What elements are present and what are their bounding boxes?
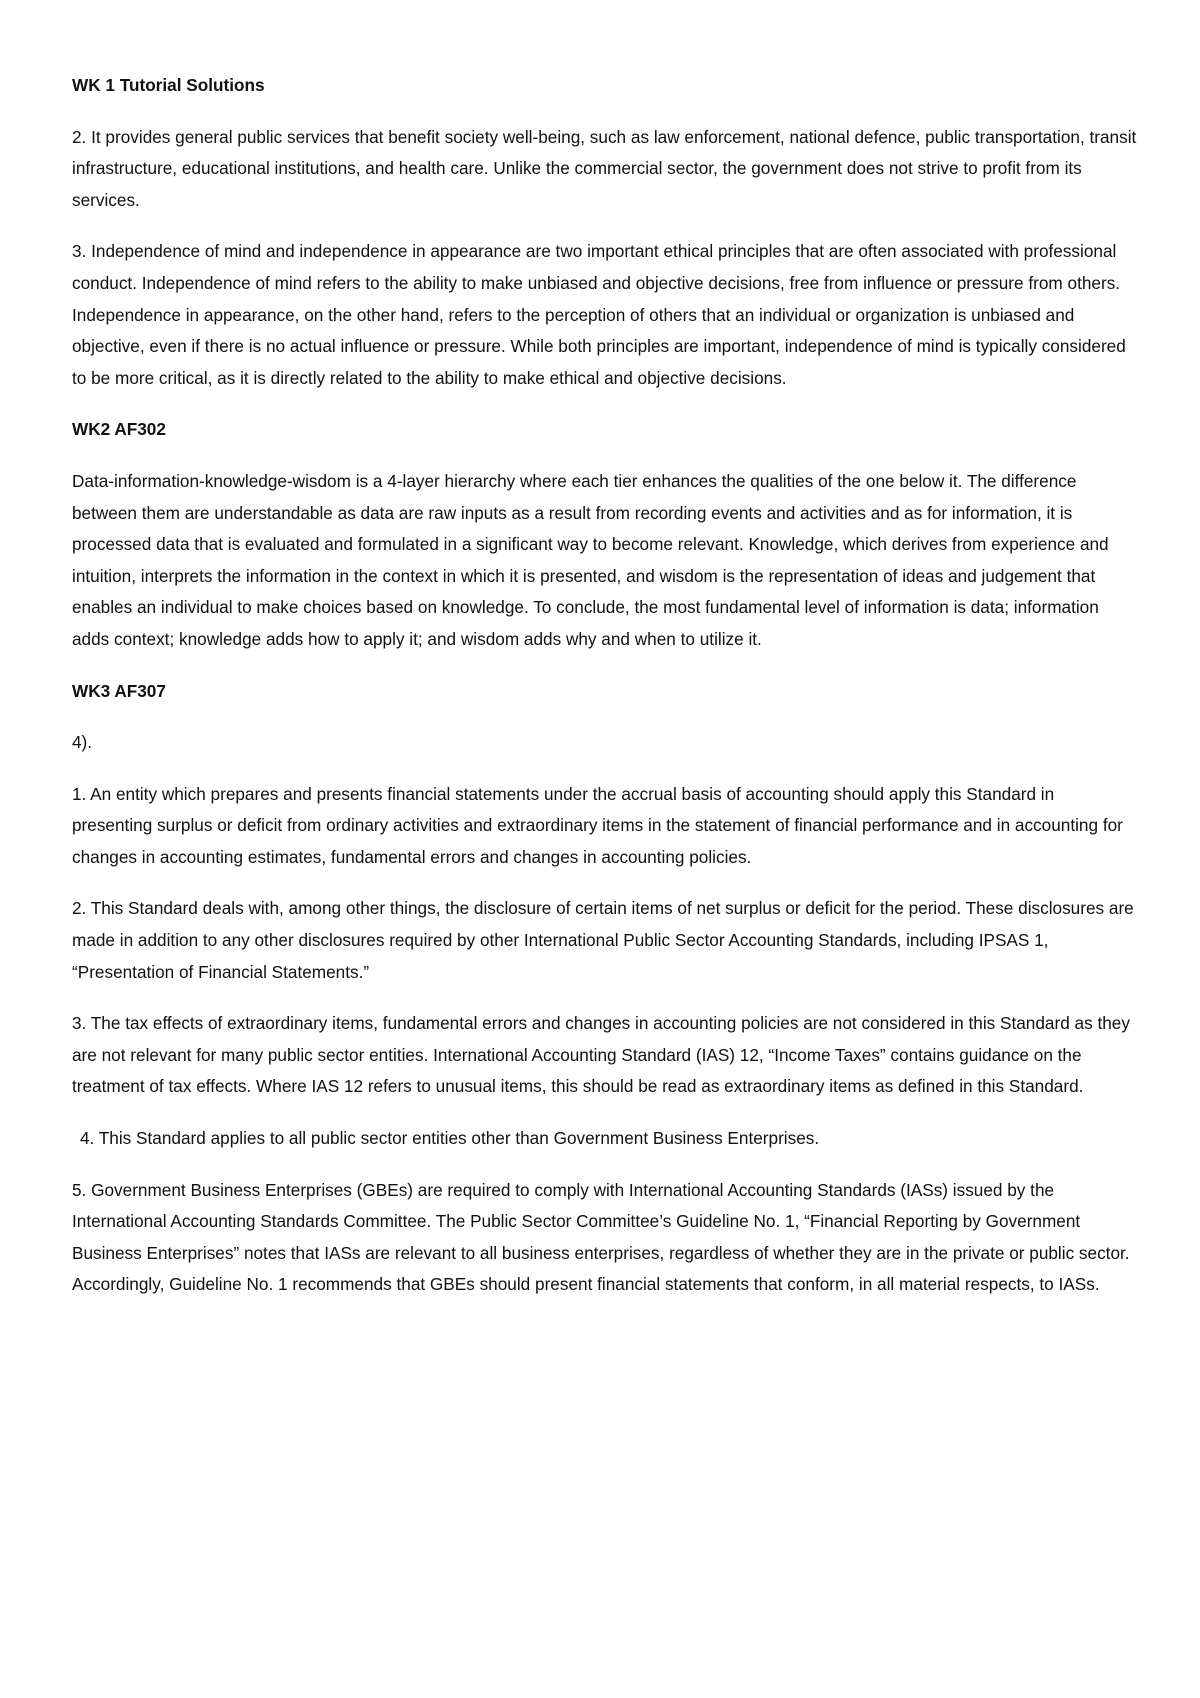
paragraph-wk3-item-1: 1. An entity which prepares and presents financial statements under the accrual basis of accounting should apply this Standard in presenting surplus or deficit from ordinary activities and extraordinary items in the statement of financial performance and in accounting for changes in accounting estimates, fundamental errors and changes in accounting policies. (72, 783, 1123, 867)
question-number-wk3-q4: 4). (72, 732, 93, 753)
document-page (72, 70, 1137, 1321)
paragraph-wk3-item-3: 3. The tax effects of extraordinary items, fundamental errors and changes in accounting policies are not considered in this Standard as they are not relevant for many public sector entities. International Accounting Standard (IAS) 12, “Income Taxes” contains guidance on the treatment of tax effects. Where IAS 12 refers to unusual items, this should be read as extraordinary items as defined in this Standard. (72, 1013, 1130, 1097)
paragraph-wk3-item-4: 4. This Standard applies to all public sector entities other than Government Business Enterprises. (80, 1128, 820, 1149)
paragraph-wk1-q2: 2. It provides general public services that benefit society well-being, such as law enforcement, national defence, public transportation, transit infrastructure, educational institutions, and health care. Unlike the commercial sector, the government does not strive to profit from its services. (72, 126, 1137, 210)
section-heading-wk1: WK 1 Tutorial Solutions (72, 75, 265, 95)
paragraph-wk1-q3: 3. Independence of mind and independence in appearance are two important ethical principles that are often associated with professional conduct. Independence of mind refers to the ability to make unbiased and objective decisions, free from influence or pressure from others. Independence in appearance, on the other hand, refers to the perception of others that an individual or organization is unbiased and objective, even if there is no actual influence or pressure. While both principles are important, independence of mind is typically considered to be more critical, as it is directly related to the ability to make ethical and objective decisions. (72, 241, 1126, 388)
paragraph-wk3-item-5: 5. Government Business Enterprises (GBEs) are required to comply with International Accounting Standards (IASs) issued by the International Accounting Standards Committee. The Public Sector Committee’s Guideline No. 1, “Financial Reporting by Government Business Enterprises” notes that IASs are relevant to all business enterprises, regardless of whether they are in the private or public sector. Accordingly, Guideline No. 1 recommends that GBEs should present financial statements that conform, in all material respects, to IASs. (72, 1179, 1130, 1295)
paragraph-wk2-dikw: Data-information-knowledge-wisdom is a 4-layer hierarchy where each tier enhances the qualities of the one below it. The difference between them are understandable as data are raw inputs as a result from recording events and activities and as for information, it is processed data that is evaluated and formulated in a significant way to become relevant. Knowledge, which derives from experience and intuition, interprets the information in the context in which it is presented, and wisdom is the representation of ideas and judgement that enables an individual to make choices based on knowledge. To conclude, the most fundamental level of information is data; information adds context; knowledge adds how to apply it; and wisdom adds why and when to utilize it. (72, 470, 1109, 649)
section-heading-wk2: WK2 AF302 (72, 419, 166, 440)
paragraph-wk3-item-2: 2. This Standard deals with, among other things, the disclosure of certain items of net surplus or deficit for the period. These disclosures are made in addition to any other disclosures required by other International Public Sector Accounting Standards, including IPSAS 1, “Presentation of Financial Statements.” (72, 898, 1134, 982)
section-heading-wk3: WK3 AF307 (72, 680, 166, 701)
